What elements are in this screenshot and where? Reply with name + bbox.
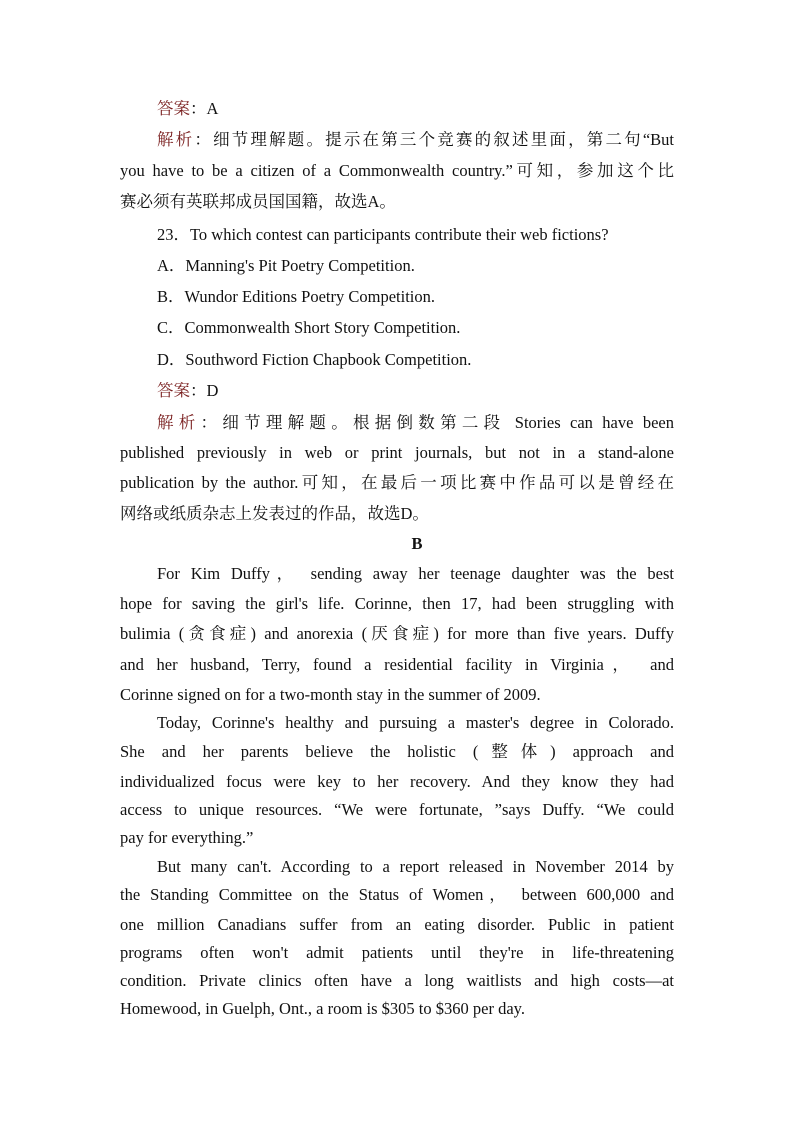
paragraph-line: programs often won't admit patients until they're in life-threatening bbox=[120, 943, 674, 962]
paragraph-line: and her husband, Terry, found a residential facility in Virginia， and bbox=[120, 655, 674, 674]
analysis-line-1 bbox=[157, 408, 674, 438]
paragraph-line: the Standing Committee on the Status of Women， between 600,000 and bbox=[120, 885, 674, 904]
analysis-text: 细节理解题。提示在第三个竞赛的叙述里面，第二句“But bbox=[213, 130, 674, 149]
answer-line bbox=[157, 94, 674, 124]
analysis-line-3: publication by the author.可知，在最后一项比赛中作品可以是曾经在 bbox=[120, 473, 674, 492]
answer-label: 答案 bbox=[157, 381, 190, 400]
answer-value: A bbox=[206, 99, 219, 118]
paragraph-line: bulimia (贪食症) and anorexia (厌食症) for more than five years. Duffy bbox=[120, 624, 674, 643]
paragraph-line: access to unique resources. “We were fortunate, ”says Duffy. “We could bbox=[120, 800, 674, 819]
paragraph-line: Today, Corinne's healthy and pursuing a master's degree in Colorado. bbox=[157, 713, 674, 732]
paragraph-line: But many can't. According to a report released in November 2014 by bbox=[157, 857, 674, 876]
paragraph-line: condition. Private clinics often have a long waitlists and high costs—at bbox=[120, 971, 674, 990]
paragraph-line: individualized focus were key to her recovery. And they know they had bbox=[120, 772, 674, 791]
analysis-separator: ： bbox=[194, 130, 214, 149]
analysis-line-1 bbox=[157, 125, 674, 155]
paragraph-line: For Kim Duffy， sending away her teenage daughter was the best bbox=[157, 564, 674, 583]
paragraph-line: hope for saving the girl's life. Corinne, then 17, had been struggling with bbox=[120, 594, 674, 613]
answer-separator: ： bbox=[190, 381, 207, 400]
analysis-text: 细节理解题。根据倒数第二段 Stories can have been bbox=[222, 413, 675, 432]
analysis-label: 解析 bbox=[157, 413, 201, 432]
answer-value: D bbox=[206, 381, 219, 400]
option-a: A．Manning's Pit Poetry Competition. bbox=[157, 256, 415, 275]
analysis-separator: ： bbox=[200, 413, 223, 432]
option-c: C．Commonwealth Short Story Competition. bbox=[157, 318, 461, 337]
analysis-line-2: you have to be a citizen of a Commonwealth country.”可知，参加这个比 bbox=[120, 161, 674, 180]
paragraph-line: Corinne signed on for a two-month stay in the summer of 2009. bbox=[120, 685, 541, 704]
section-heading: B bbox=[411, 534, 423, 553]
analysis-line-4: 网络或纸质杂志上发表过的作品，故选D。 bbox=[120, 504, 429, 523]
option-d: D．Southword Fiction Chapbook Competition. bbox=[157, 350, 472, 369]
paragraph-line: pay for everything.” bbox=[120, 828, 254, 847]
paragraph-line: Homewood, in Guelph, Ont., a room is $305 to $360 per day. bbox=[120, 999, 525, 1018]
answer-separator: ： bbox=[190, 99, 207, 118]
answer-label: 答案 bbox=[157, 99, 190, 118]
analysis-line-2: published previously in web or print journals, but not in a stand-alone bbox=[120, 443, 674, 462]
paragraph-line: She and her parents believe the holistic (整体) approach and bbox=[120, 742, 674, 761]
paragraph-line: one million Canadians suffer from an eating disorder. Public in patient bbox=[120, 915, 674, 934]
question-text: 23．To which contest can participants contribute their web fictions? bbox=[157, 225, 609, 244]
option-b: B．Wundor Editions Poetry Competition. bbox=[157, 287, 435, 306]
analysis-label: 解析 bbox=[157, 130, 195, 149]
analysis-line-3: 赛必须有英联邦成员国国籍，故选A。 bbox=[120, 192, 396, 211]
answer-line bbox=[157, 376, 674, 406]
